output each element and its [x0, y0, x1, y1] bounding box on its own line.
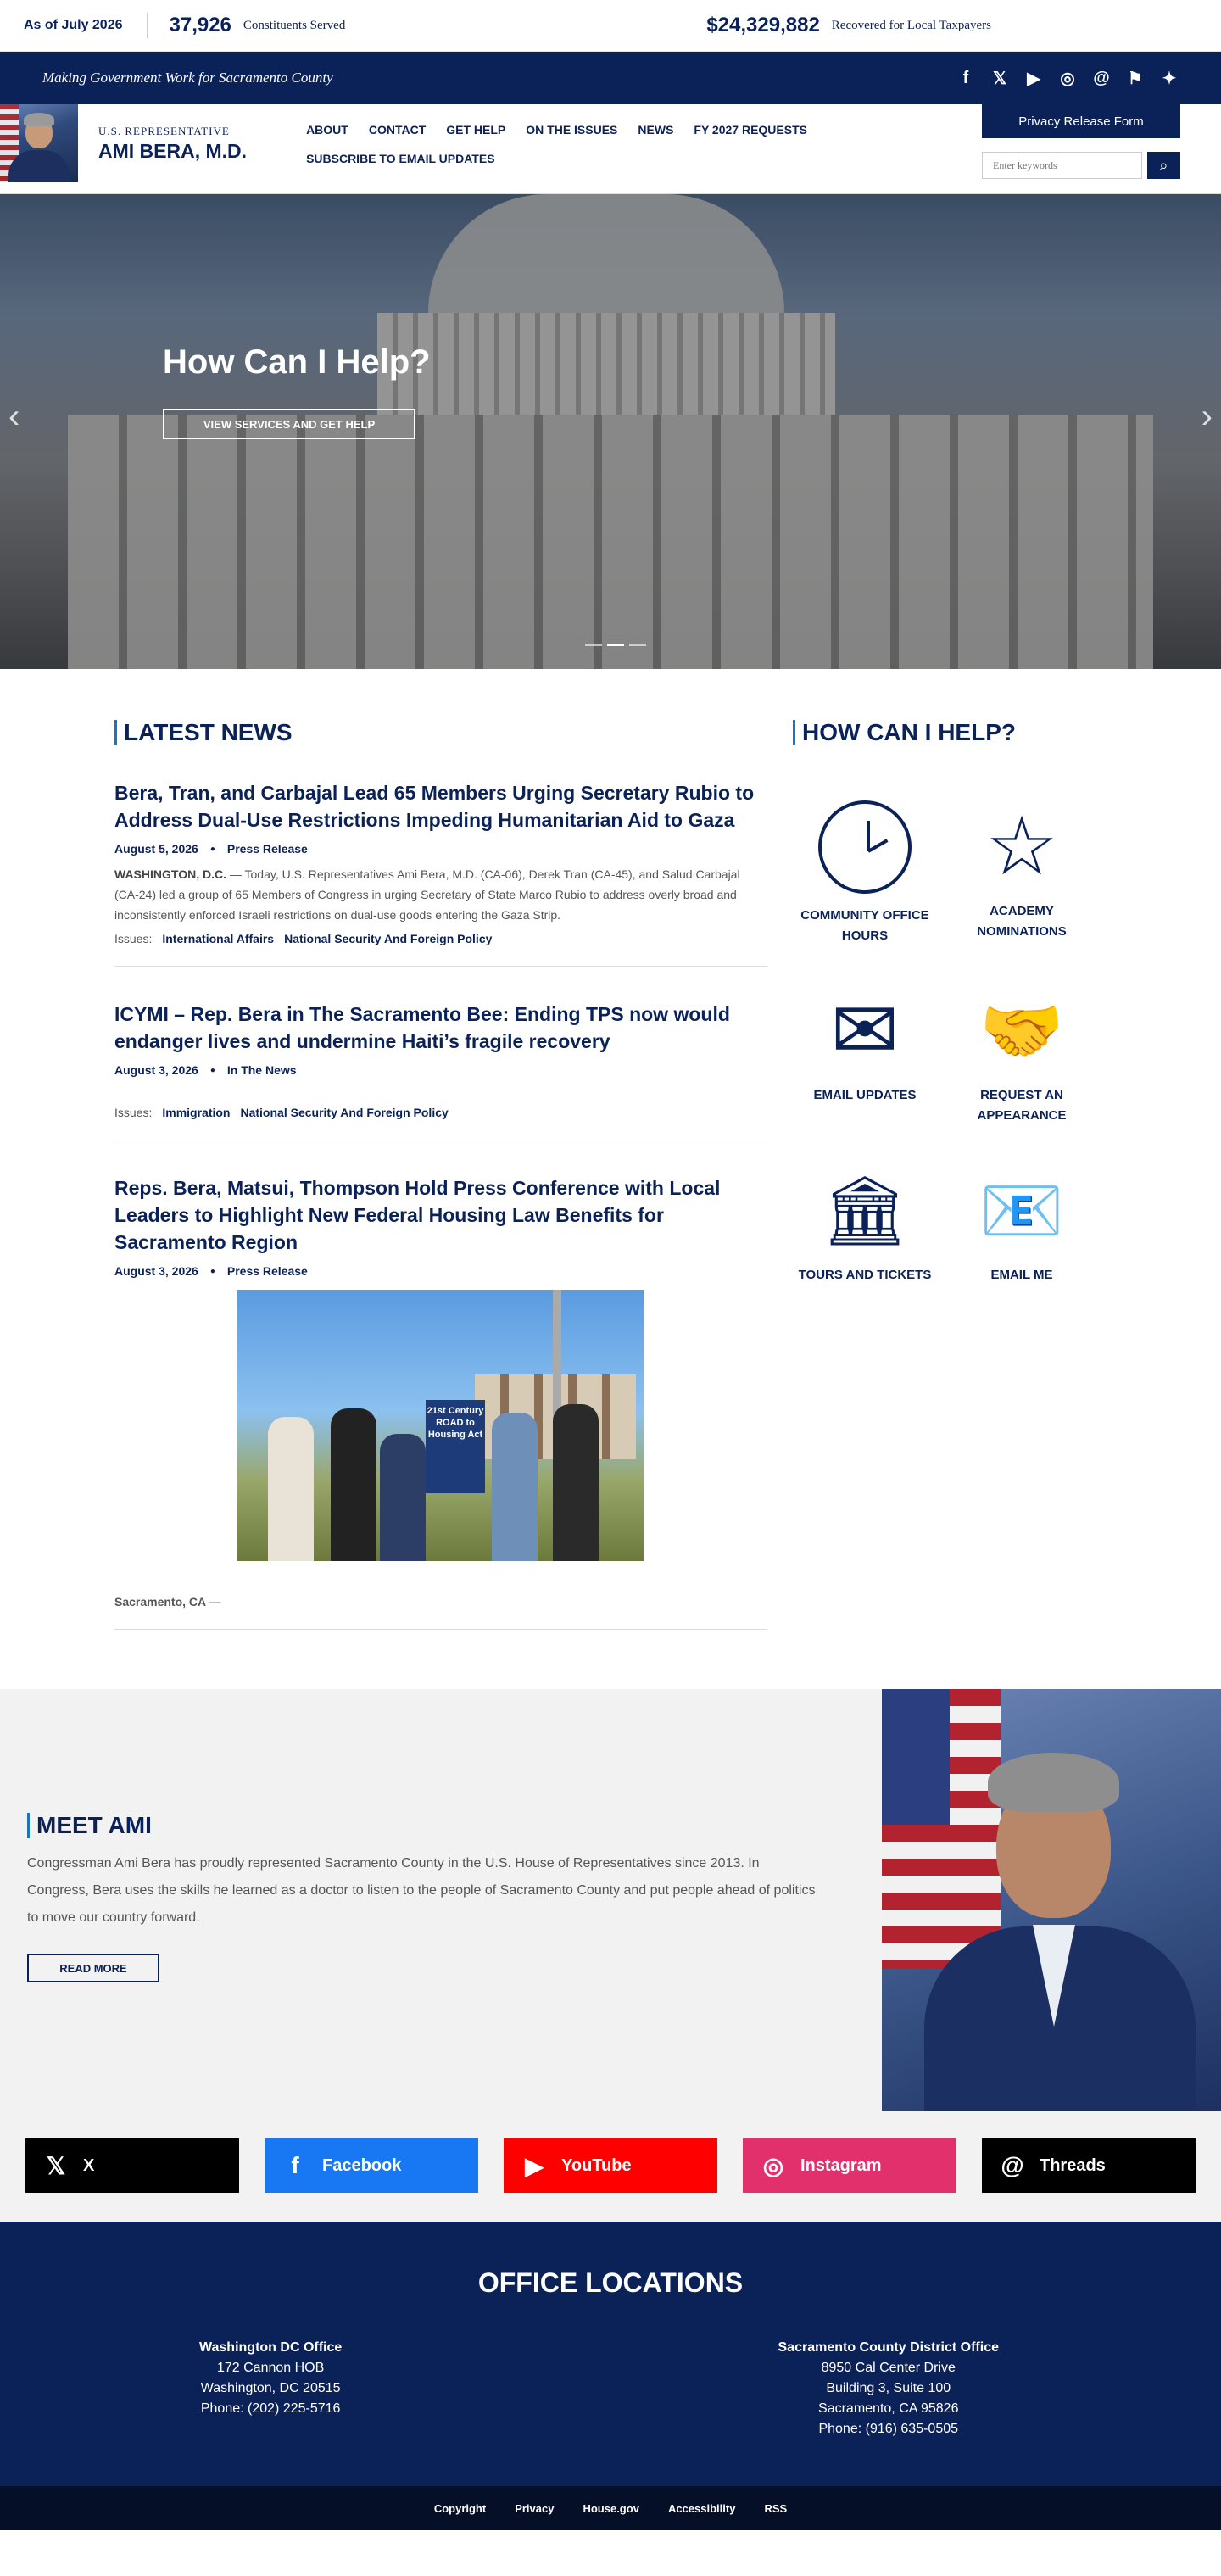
office-address: Washington, DC 20515 — [200, 2381, 341, 2395]
footer-privacy[interactable]: Privacy — [515, 2501, 555, 2515]
bookmark-icon[interactable]: ⚑ — [1128, 69, 1143, 88]
constituents-label: Constituents Served — [243, 18, 346, 32]
recovered-label: Recovered for Local Taxpayers — [831, 18, 991, 32]
x-icon[interactable]: 𝕏 — [992, 69, 1007, 88]
footer-copyright[interactable]: Copyright — [433, 2501, 487, 2515]
news-article — [114, 745, 767, 967]
search-button[interactable] — [1147, 152, 1180, 179]
social-buttons — [0, 2111, 1221, 2222]
bullet-icon: ● — [209, 1266, 215, 1276]
help-label: ACADEMY NOMINATIONS — [977, 904, 1067, 939]
carousel-dot[interactable] — [629, 644, 646, 646]
search-input[interactable] — [982, 152, 1142, 179]
search-form — [982, 152, 1180, 179]
nav-get-help[interactable]: GET HELP — [446, 123, 506, 137]
article-issues — [114, 932, 767, 945]
office-address: 172 Cannon HOB — [216, 2361, 325, 2375]
youtube-icon: ▶ — [525, 2152, 544, 2179]
bullet-icon: ● — [209, 844, 215, 854]
facebook-icon: f — [291, 2152, 299, 2178]
main-content — [0, 669, 1221, 1689]
bullet-icon: ● — [209, 1065, 215, 1075]
nav-contact[interactable]: CONTACT — [368, 123, 427, 137]
youtube-button[interactable] — [504, 2138, 717, 2193]
nav-on-the-issues[interactable]: ON THE ISSUES — [526, 123, 618, 137]
threads-icon: @ — [1001, 2152, 1024, 2178]
news-article — [114, 1140, 767, 1630]
carousel-dots — [585, 644, 646, 646]
tagline-bar — [0, 52, 1221, 104]
meet-title: MEET AMI — [27, 1813, 824, 1838]
offices-title: OFFICE LOCATIONS — [477, 2267, 744, 2298]
bluesky-icon[interactable]: ✦ — [1162, 69, 1177, 88]
youtube-icon[interactable]: ▶ — [1027, 69, 1040, 88]
office-locations — [0, 2222, 1221, 2486]
x-icon: 𝕏 — [46, 2152, 66, 2179]
issue-link[interactable]: Immigration — [162, 1106, 231, 1119]
article-photo — [237, 1290, 644, 1561]
rep-portrait — [882, 1689, 1221, 2111]
article-headline[interactable]: Bera, Tran, and Carbajal Lead 65 Members Urging Secretary Rubio to Address Dual-Use Restrictions Impeding Humanitarian Aid to Gaza — [114, 782, 755, 831]
stats-bar — [0, 0, 1221, 52]
envelope-icon: ✉ — [830, 985, 900, 1076]
article-date: August 3, 2026 — [114, 1063, 198, 1077]
threads-button[interactable] — [982, 2138, 1196, 2193]
meet-ami-section — [0, 1689, 1221, 2111]
article-category[interactable]: Press Release — [226, 1264, 308, 1278]
hero-carousel — [0, 194, 1221, 669]
facebook-button[interactable] — [265, 2138, 478, 2193]
help-email-me[interactable] — [950, 1151, 1094, 1285]
office-phone: Phone: (916) 635-0505 — [818, 2422, 959, 2436]
summary-text: — Today, U.S. Representatives Ami Bera, M.D. (CA-06), Derek Tran (CA-45), and Salud Carbajal (CA-24) led a group of 65 Members of Congress in urging Secretary of State Marco Rubio to address overly broad and inconsistently enforced Israeli restrictions on dual-use goods entering the Gaza Strip. — [114, 867, 740, 922]
help-community-office-hours[interactable] — [793, 788, 937, 946]
issue-link[interactable]: National Security And Foreign Policy — [240, 1106, 449, 1119]
clock-icon — [818, 800, 912, 894]
article-headline[interactable]: Reps. Bera, Matsui, Thompson Hold Press Conference with Local Leaders to Highlight New Federal Housing Law Benefits for Sacramento Region — [114, 1177, 721, 1253]
article-date: August 3, 2026 — [114, 1264, 198, 1278]
tagline: Making Government Work for Sacramento County — [42, 70, 333, 86]
privacy-release-button[interactable]: Privacy Release Form — [982, 104, 1180, 138]
photo-sign: 21st Century ROAD to Housing Act — [426, 1400, 485, 1493]
handshake-icon: 🤝 — [979, 993, 1064, 1068]
article-summary — [114, 864, 767, 925]
nav-about[interactable]: ABOUT — [306, 123, 348, 137]
office-name: Sacramento County District Office — [778, 2340, 999, 2355]
help-title: HOW CAN I HELP? — [793, 720, 1132, 745]
site-footer — [0, 2486, 1221, 2530]
star-icon: ☆ — [984, 801, 1059, 892]
main-nav — [306, 123, 883, 181]
how-can-i-help — [793, 720, 1132, 1630]
constituents-count: 37,926 — [169, 14, 231, 36]
social-label: Threads — [1040, 2155, 1106, 2175]
read-more-button[interactable]: READ MORE — [27, 1954, 159, 1982]
capitol-icon: 🏛 — [822, 1173, 908, 1248]
nav-news[interactable]: NEWS — [638, 123, 674, 137]
office-address: 8950 Cal Center Drive — [821, 2361, 956, 2375]
site-brand[interactable] — [98, 125, 247, 163]
instagram-icon: ◎ — [762, 2152, 784, 2179]
latest-news — [114, 720, 767, 1630]
article-date: August 5, 2026 — [114, 842, 198, 856]
social-label: Instagram — [800, 2155, 882, 2175]
issues-label: Issues: — [114, 1106, 153, 1119]
issue-link[interactable]: National Security And Foreign Policy — [284, 932, 493, 945]
nav-fy2027-requests[interactable]: FY 2027 REQUESTS — [694, 123, 807, 137]
footer-accessibility[interactable]: Accessibility — [667, 2501, 736, 2515]
article-issues — [114, 1106, 767, 1119]
help-tours-tickets[interactable] — [793, 1151, 937, 1285]
help-label: EMAIL ME — [990, 1268, 1053, 1282]
chevron-left-icon[interactable]: ‹ — [8, 398, 20, 435]
carousel-dot[interactable] — [585, 644, 602, 646]
email-at-icon: 📧 — [979, 1173, 1064, 1248]
news-article — [114, 967, 767, 1140]
avatar[interactable] — [0, 104, 78, 182]
social-label: Facebook — [322, 2155, 402, 2175]
help-academy-nominations[interactable] — [950, 788, 1094, 946]
office-address: Building 3, Suite 100 — [826, 2381, 951, 2395]
office-name: Washington DC Office — [199, 2340, 343, 2355]
instagram-button[interactable] — [743, 2138, 956, 2193]
carousel-dot[interactable] — [607, 644, 624, 646]
x-button[interactable] — [25, 2138, 239, 2193]
hero-cta-button[interactable]: VIEW SERVICES AND GET HELP — [163, 409, 415, 439]
district-office — [778, 2338, 1000, 2439]
social-label: YouTube — [561, 2155, 632, 2175]
article-category[interactable]: Press Release — [226, 842, 308, 856]
article-dateline: Sacramento, CA — — [114, 1595, 221, 1609]
as-of-label: As of July 2026 — [0, 13, 148, 38]
header-social-icons — [956, 68, 1179, 89]
article-category[interactable]: In The News — [226, 1063, 297, 1077]
hero-title: How Can I Help? — [163, 343, 431, 381]
help-email-updates[interactable] — [793, 972, 937, 1126]
footer-rss[interactable]: RSS — [764, 2501, 788, 2515]
meet-body: Congressman Ami Bera has proudly represented Sacramento County in the U.S. House of Representatives since 2013. In Congress, Bera uses the skills he learned as a doctor to listen to the people of Sacramento County and put people ahead of politics to move our country forward. — [27, 1856, 816, 1925]
summary-dateline: WASHINGTON, D.C. — [114, 867, 226, 881]
header-actions — [982, 104, 1180, 179]
office-address: Sacramento, CA 95826 — [818, 2401, 959, 2416]
recovered-amount: $24,329,882 — [706, 14, 820, 36]
search-icon: ⌕ — [1159, 156, 1168, 174]
instagram-icon[interactable]: ◎ — [1060, 69, 1075, 88]
rep-label: U.S. REPRESENTATIVE — [98, 125, 230, 137]
help-label: TOURS AND TICKETS — [798, 1268, 932, 1282]
social-label: X — [83, 2155, 95, 2175]
facebook-icon[interactable]: f — [962, 68, 969, 87]
dc-office — [199, 2338, 342, 2439]
issue-link[interactable]: International Affairs — [162, 932, 275, 945]
help-label: EMAIL UPDATES — [813, 1088, 917, 1102]
issues-label: Issues: — [114, 932, 153, 945]
footer-house-gov[interactable]: House.gov — [583, 2501, 639, 2515]
office-phone: Phone: (202) 225-5716 — [200, 2401, 341, 2416]
threads-icon[interactable]: @ — [1093, 68, 1110, 87]
nav-subscribe[interactable]: SUBSCRIBE TO EMAIL UPDATES — [306, 152, 495, 165]
rep-name: AMI BERA, M.D. — [98, 140, 248, 162]
news-title: LATEST NEWS — [114, 720, 767, 745]
article-headline[interactable]: ICYMI – Rep. Bera in The Sacramento Bee: Ending TPS now would endanger lives and undermine Haiti’s fragile recovery — [114, 1003, 730, 1052]
help-label: COMMUNITY OFFICE HOURS — [800, 908, 929, 943]
site-header — [0, 104, 1221, 194]
help-request-appearance[interactable] — [950, 972, 1094, 1126]
help-label: REQUEST AN APPEARANCE — [977, 1088, 1067, 1123]
chevron-right-icon[interactable]: › — [1201, 398, 1213, 435]
